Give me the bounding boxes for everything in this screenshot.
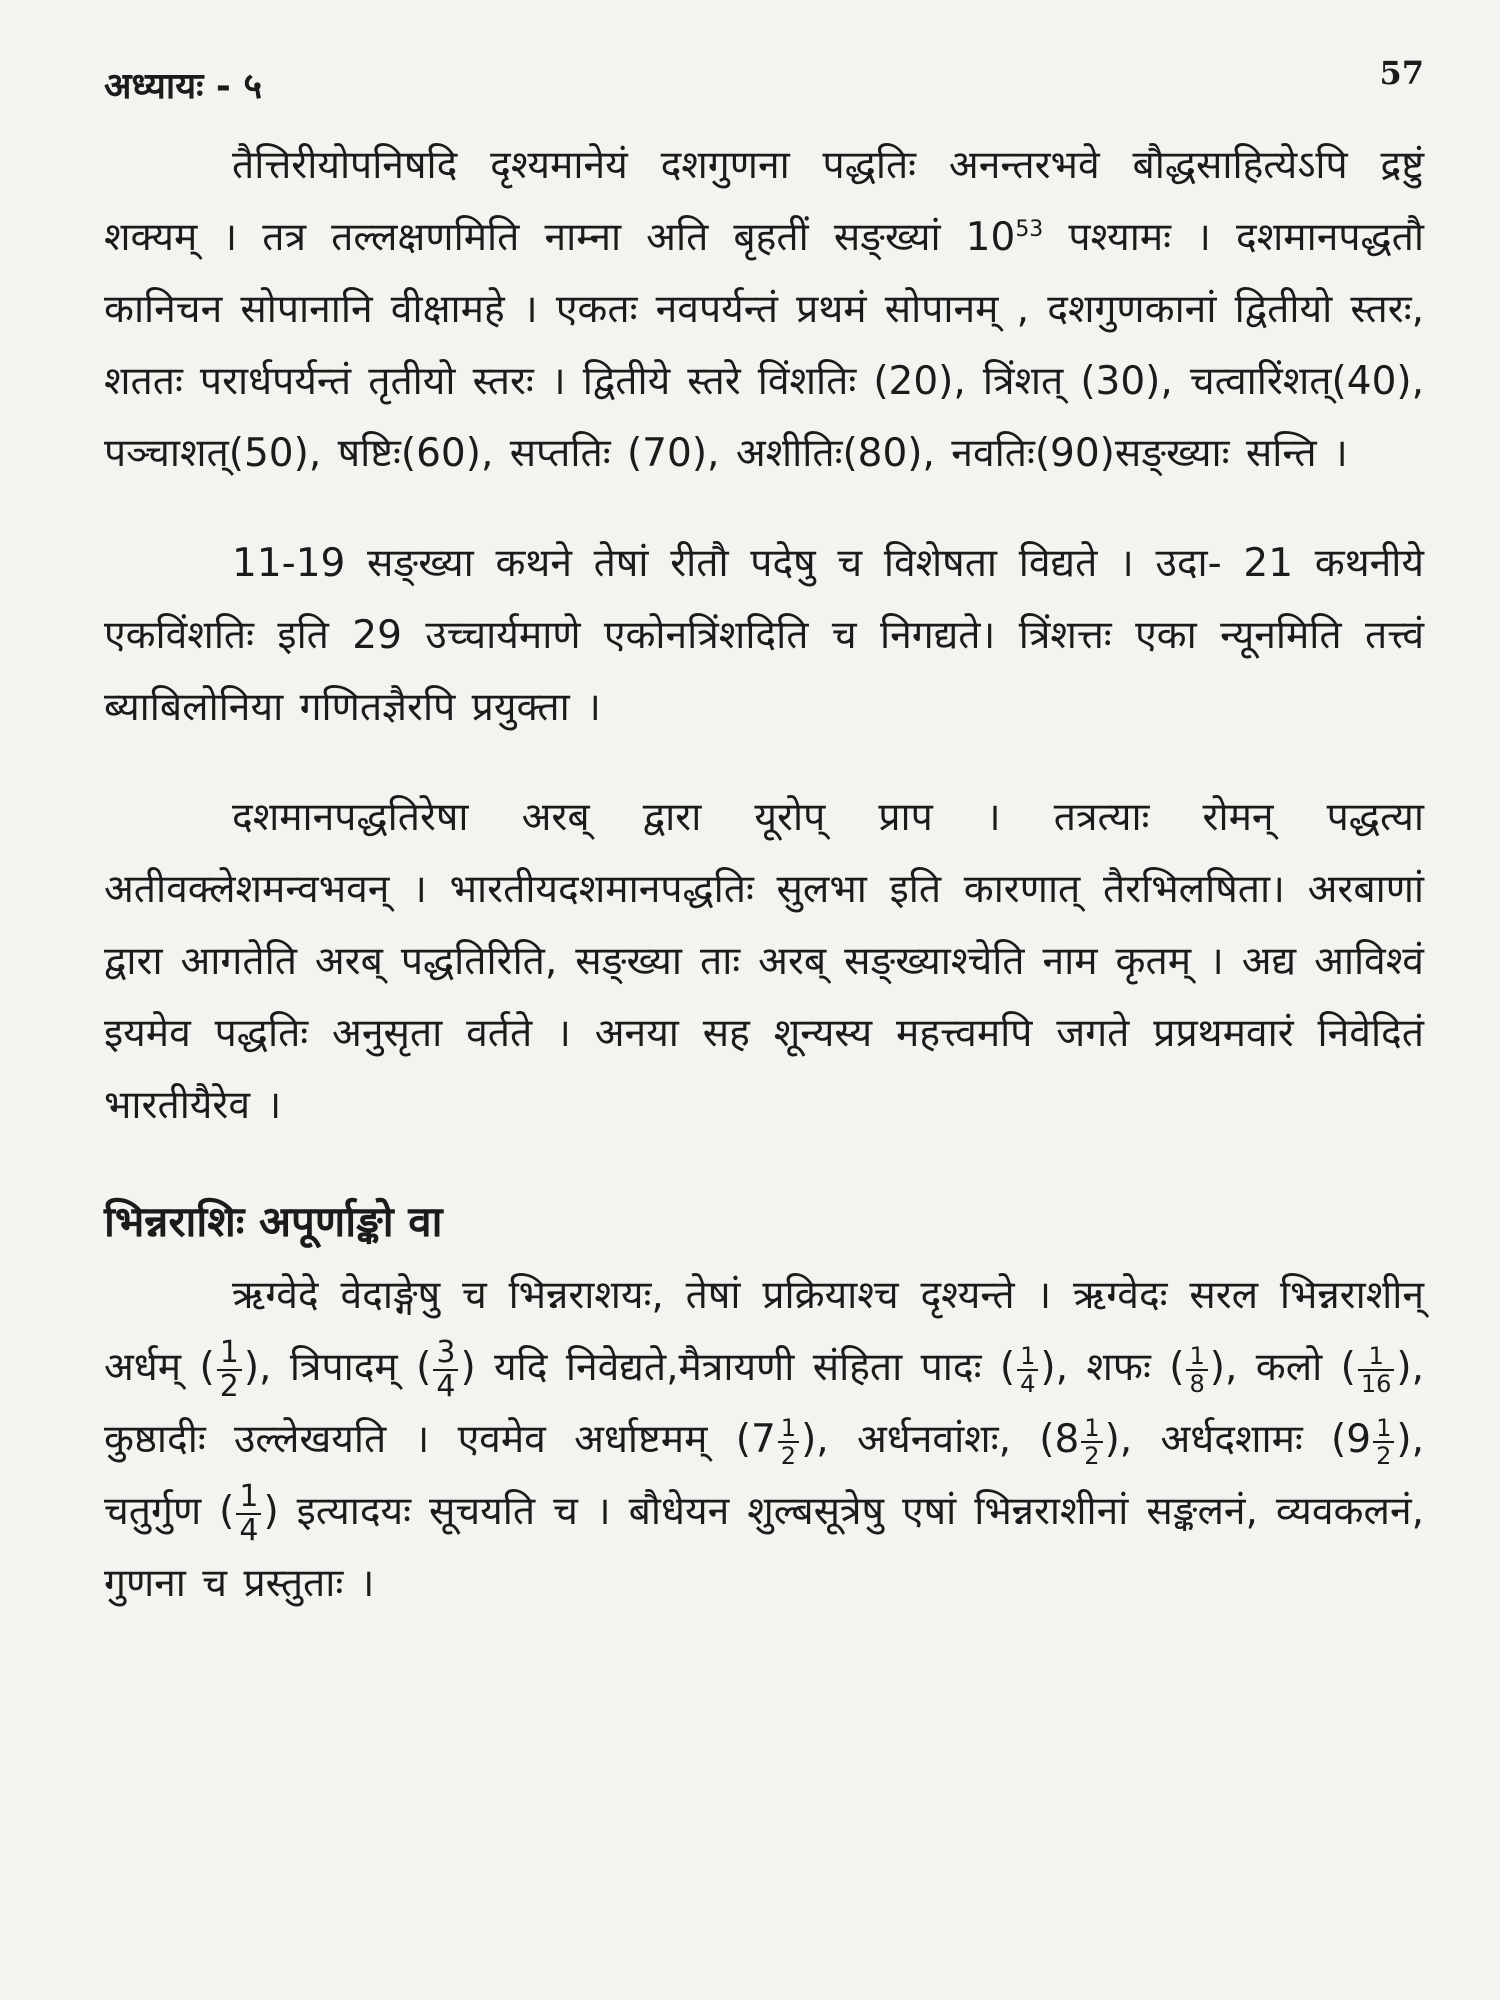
- fraction-nine-half: [1373, 1415, 1394, 1469]
- p4-text-7: ), अर्धनवांशः, (8: [801, 1417, 1080, 1462]
- fraction-eighth: [1186, 1343, 1207, 1397]
- fraction-numerator: 1: [236, 1481, 261, 1515]
- fraction-denominator: 2: [1084, 1441, 1100, 1470]
- page-body: [104, 130, 1424, 1620]
- p4-text-10: ) इत्यादयः सूचयति च । बौधेयन शुल्बसूत्रेषु एषां भिन्नराशीनां सङ्कलनं, व्यवकलनं, गुणना च प्रस्तुताः ।: [104, 1489, 1424, 1606]
- para1-text-a: तैत्तिरीयोपनिषदि दृश्यमानेयं दशगुणना पद्धतिः अनन्तरभवे बौद्धसाहित्येऽपि द्रष्टुं शक्यम् । तत्र तल्लक्षणमिति नाम्ना अति बृहतीं सङ्ख्यां: [104, 143, 1424, 260]
- fraction-three-quarters: [433, 1334, 458, 1404]
- p4-text-6: ), कुष्ठादीः उल्लेखयति । एवमेव अर्धाष्टमम् (7: [104, 1345, 1425, 1462]
- power-base: 10: [965, 215, 1016, 260]
- fraction-seven-half: [778, 1415, 799, 1469]
- para1-text-b: पश्यामः । दशमानपद्धतौ कानिचन सोपानानि वीक्षामहे । एकतः नवपर्यन्तं प्रथमं सोपानम् , दशगुणकानां द्वितीयो स्तरः, शततः परार्धपर्यन्तं तृतीयो स्तरः । द्वितीये स्तरे विंशतिः (20), त्रिंशत् (30), चत्वारिंशत्(40), पञ्चाशत्(50), षष्टिः(60), सप्ततिः (70), अशीतिः(80), नवतिः(90)सङ्ख्याः सन्ति ।: [104, 215, 1424, 476]
- fraction-denominator: 16: [1360, 1369, 1392, 1398]
- paragraph-decimal-system: [104, 130, 1424, 490]
- paragraph-numbers-11-19: 11-19 सङ्ख्या कथने तेषां रीतौ पदेषु च विशेषता विद्यते । उदा- 21 कथनीये एकविंशतिः इति 29 उच्चार्यमाणे एकोनत्रिंशदिति च निगद्यते। त्रिंशत्तः एका न्यूनमिति तत्त्वं ब्याबिलोनिया गणितज्ञैरपि प्रयुक्ता ।: [104, 541, 1424, 730]
- fraction-sixteenth: [1358, 1343, 1395, 1397]
- fraction-denominator: 2: [219, 1368, 239, 1404]
- p4-text-1: ऋग्वेदे वेदाङ्गेषु च भिन्नराशयः, तेषां प्रक्रियाश्च दृश्यन्ते । ऋग्वेदः सरल भिन्नराशीन् अर्धम् (: [104, 1273, 1424, 1390]
- p4-text-5: ), कलो (: [1209, 1345, 1356, 1390]
- fraction-eight-half: [1081, 1415, 1102, 1469]
- fraction-numerator: 1: [1373, 1415, 1394, 1443]
- paragraph-arab-system: दशमानपद्धतिरेषा अरब् द्वारा यूरोप् प्राप । तत्रत्याः रोमन् पद्धत्या अतीवक्लेशमन्वभवन् । भारतीयदशमानपद्धतिः सुलभा इति कारणात् तैरभिलषिता। अरबाणां द्वारा आगतेति अरब् पद्धतिरिति, सङ्ख्या ताः अरब् सङ्ख्याश्चेति नाम कृतम् । अद्य आविश्वं इयमेव पद्धतिः अनुसृता वर्तते । अनया सह शून्यस्य महत्त्वमपि जगते प्रप्रथमवारं निवेदितं भारतीयैरेव ।: [104, 795, 1424, 1128]
- p4-text-3: ) यदि निवेद्यते,मैत्रायणी संहिता पादः (: [460, 1345, 1016, 1390]
- p4-text-4: ), शफः (: [1040, 1345, 1185, 1390]
- fraction-numerator: 1: [1017, 1343, 1038, 1371]
- section-heading-fractions: भिन्नराशिः अपूर्णाङ्को वा: [104, 1197, 443, 1246]
- fraction-half: [217, 1334, 242, 1404]
- fraction-numerator: 1: [217, 1337, 242, 1371]
- fraction-quarter-chaturguna: [236, 1478, 261, 1548]
- fraction-numerator: 1: [1081, 1415, 1102, 1443]
- p4-text-8: ), अर्धदशामः (9: [1104, 1417, 1372, 1462]
- page-number: 57: [1379, 54, 1424, 92]
- fraction-denominator: 2: [780, 1441, 797, 1470]
- fraction-quarter: [1017, 1343, 1038, 1397]
- page-header: [104, 54, 1424, 120]
- p4-text-9: ), चतुर्गुण (: [104, 1417, 1424, 1534]
- fraction-numerator: 1: [1186, 1343, 1207, 1371]
- fraction-denominator: 2: [1376, 1441, 1392, 1470]
- fraction-denominator: 4: [239, 1512, 259, 1548]
- fraction-numerator: 1: [778, 1415, 799, 1443]
- fraction-denominator: 4: [436, 1368, 456, 1404]
- paragraph-fractions: [104, 1260, 1424, 1620]
- p4-text-2: ), त्रिपादम् (: [243, 1345, 432, 1390]
- power-exponent: 53: [1015, 217, 1044, 242]
- fraction-numerator: 3: [433, 1337, 458, 1371]
- fraction-numerator: 1: [1358, 1343, 1395, 1371]
- fraction-denominator: 8: [1189, 1369, 1205, 1398]
- fraction-denominator: 4: [1020, 1369, 1036, 1398]
- chapter-label: अध्यायः - ५: [104, 66, 263, 107]
